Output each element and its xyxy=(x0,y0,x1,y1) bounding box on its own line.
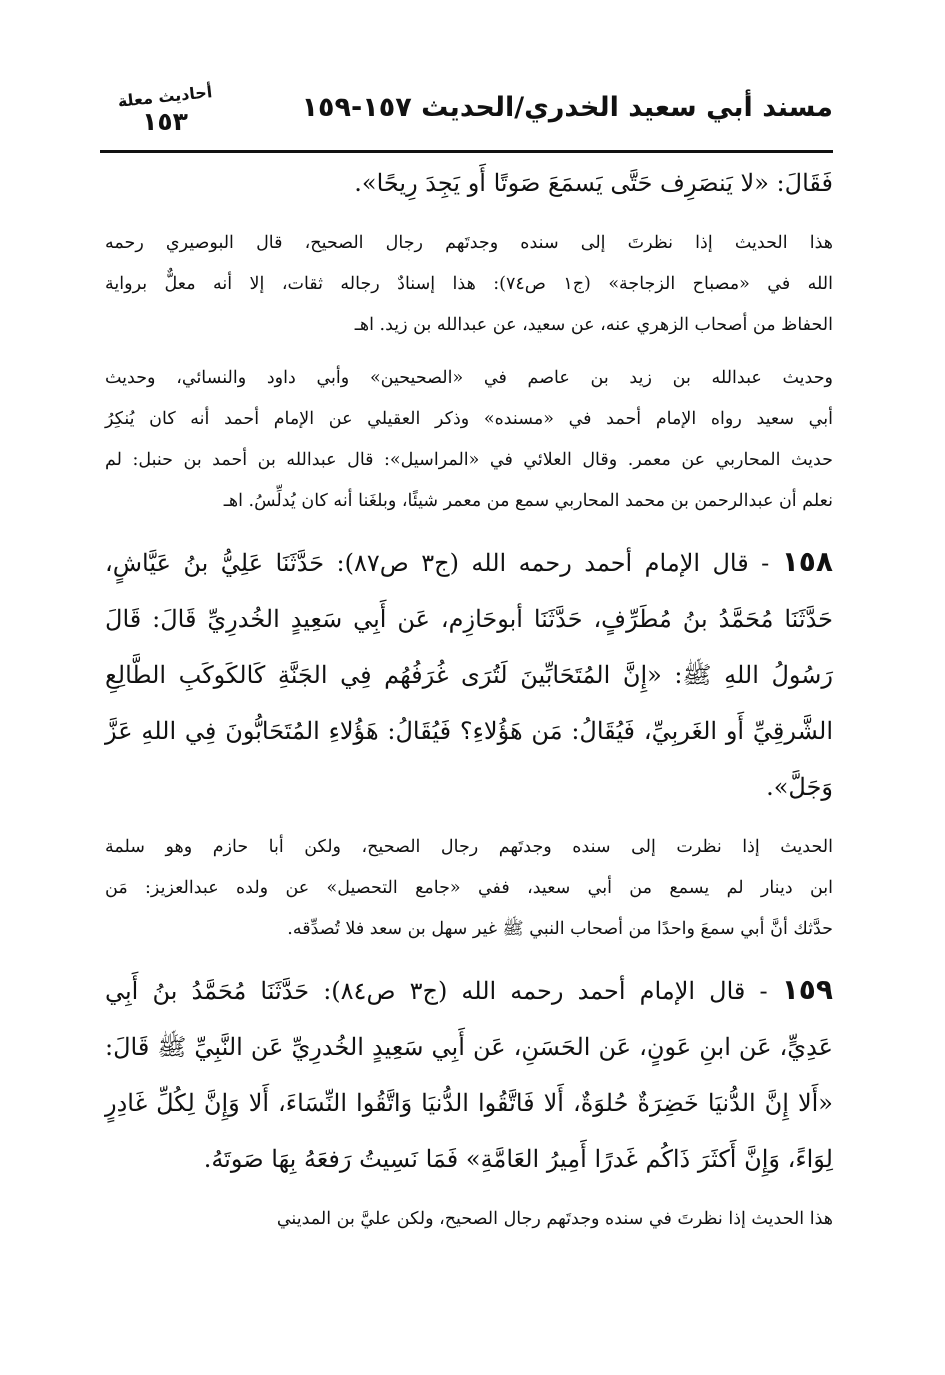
page-number: ١٥٣ xyxy=(142,107,188,136)
block-spacer xyxy=(105,346,833,358)
commentary-line xyxy=(105,909,833,950)
hadith-line xyxy=(105,155,833,211)
line-text: حديث المحاربي عن معمر. وقال العلائي في «المراسيل»: قال عبدالله بن أحمد بن حنبل: لم xyxy=(105,450,833,470)
commentary-block xyxy=(105,827,833,950)
running-title: مسند أبي سعيد الخدري/الحديث ١٥٧-١٥٩ xyxy=(301,92,833,123)
line-text: وحديث عبدالله بن زيد بن عاصم في «الصحيحين» وأبي داود والنسائي، وحديث xyxy=(105,368,833,388)
header-divider xyxy=(100,150,833,153)
block-spacer xyxy=(105,522,833,534)
line-text: لِوَاءً، وَإِنَّ أَكثَرَ ذَاكُم غَدرًا أَمِيرُ العَامَّةِ» فَمَا نَسِيتُ رَفعَهُ بِهَا صَوتَهُ. xyxy=(203,1145,833,1173)
hadith-line xyxy=(105,759,833,815)
commentary-line xyxy=(105,223,833,264)
line-text: نعلم أن عبدالرحمن بن محمد المحاربي سمع من معمر شيئًا، وبلغَنا أنه كان يُدلِّسُ. اهـ xyxy=(223,491,833,511)
commentary-line xyxy=(105,1199,833,1240)
line-text: فَقَالَ: «لا يَنصَرِف حَتَّى يَسمَعَ صَوتًا أَو يَجِدَ رِيحًا». xyxy=(354,169,833,197)
commentary-line xyxy=(105,440,833,481)
line-text: الله في «مصباح الزجاجة» (ج١ ص٧٤): هذا إسنادٌ رجاله ثقات، إلا أنه معلٌّ برواية xyxy=(105,274,833,294)
line-text: الحديث إذا نظرت إلى سنده وجدتَهم رجال الصحيح، ولكن أبا حازم وهو سلمة xyxy=(105,837,833,857)
hadith-line xyxy=(105,1131,833,1187)
line-text: الشَّرقِيِّ أَو الغَربِيِّ، فَيُقَالُ: مَن هَؤُلاءِ؟ فَيُقَالُ: هَؤُلاءِ المُتَحَابُّونَ فِي اللهِ عَزَّ xyxy=(105,717,833,745)
commentary-line xyxy=(105,305,833,346)
commentary-block xyxy=(105,223,833,346)
line-text: - قال الإمام أحمد رحمه الله (ج٣ ص٨٧): حَدَّثَنَا عَلِيُّ بنُ عَيَّاشٍ، xyxy=(105,549,770,577)
header-page-box xyxy=(100,82,230,136)
page-header xyxy=(100,82,833,148)
commentary-line xyxy=(105,399,833,440)
hadith-line xyxy=(105,1019,833,1075)
line-text: هذا الحديث إذا نظرتَ في سنده وجدتَهم رجال الصحيح، ولكن عليَّ بن المديني xyxy=(276,1209,833,1229)
hadith-number: ١٥٨ xyxy=(781,545,833,578)
commentary-line xyxy=(105,264,833,305)
line-text: حدَّثك أنَّ أبي سمعَ واحدًا من أصحاب النبي ﷺ غير سهل بن سعد فلا تُصدِّقه. xyxy=(287,919,833,939)
block-spacer xyxy=(105,211,833,223)
commentary-block xyxy=(105,358,833,522)
block-spacer xyxy=(105,815,833,827)
commentary-block xyxy=(105,1199,833,1240)
hadith-line xyxy=(105,1075,833,1131)
line-text: رَسُولُ اللهِ ﷺ: «إِنَّ المُتَحَابِّينَ لَتُرَى غُرَفُهُم فِي الجَنَّةِ كَالكَوكَبِ الطَّالِعِ xyxy=(105,661,833,689)
block-spacer xyxy=(105,1187,833,1199)
line-text: - قال الإمام أحمد رحمه الله (ج٣ ص٨٤): حَدَّثَنَا مُحَمَّدُ بنُ أَبِي xyxy=(105,977,768,1005)
hadith-block xyxy=(105,534,833,815)
hadith-line xyxy=(105,962,833,1019)
hadith-block xyxy=(105,962,833,1187)
commentary-line xyxy=(105,358,833,399)
commentary-line xyxy=(105,481,833,522)
hadith-line xyxy=(105,591,833,647)
line-text: هذا الحديث إذا نظرتَ إلى سنده وجدتَهم رجال الصحيح، قال البوصيري رحمه xyxy=(105,233,833,253)
line-text: حَدَّثَنَا مُحَمَّدُ بنُ مُطَرِّفٍ، حَدَّثَنَا أبوحَازِم، عَن أَبِي سَعِيدٍ الخُدرِيِّ قَالَ: قَالَ xyxy=(105,605,834,633)
line-text: ابن دينار لم يسمع من أبي سعيد، ففي «جامع التحصيل» عن ولده عبدالعزيز: مَن xyxy=(105,878,833,898)
handwritten-note: أحاديث معلة xyxy=(116,82,214,111)
line-text: أبي سعيد رواه الإمام أحمد في «مسنده» وذكر العقيلي عن الإمام أحمد أنه كان يُنكِرُ xyxy=(105,409,833,429)
hadith-line xyxy=(105,647,833,703)
hadith-line xyxy=(105,703,833,759)
commentary-line xyxy=(105,827,833,868)
commentary-line xyxy=(105,868,833,909)
line-text: وَجَلَّ». xyxy=(766,773,833,801)
page-body xyxy=(105,155,833,1240)
hadith-line xyxy=(105,534,833,591)
line-text: «أَلا إِنَّ الدُّنيَا خَضِرَةٌ حُلوَةٌ، أَلا فَاتَّقُوا الدُّنيَا وَاتَّقُوا النِّسَاءَ، أَلا وَإِنَّ لِكُلِّ غَادِرٍ xyxy=(105,1089,833,1117)
line-text: عَدِيٍّ، عَن ابنِ عَونٍ، عَن الحَسَنِ، عَن أَبِي سَعِيدٍ الخُدرِيِّ عَن النَّبِيِّ ﷺ قَالَ: xyxy=(105,1033,833,1061)
hadith-number: ١٥٩ xyxy=(781,973,833,1006)
block-spacer xyxy=(105,950,833,962)
hadith-block xyxy=(105,155,833,211)
line-text: الحفاظ من أصحاب الزهري عنه، عن سعيد، عن عبدالله بن زيد. اهـ xyxy=(354,315,833,335)
